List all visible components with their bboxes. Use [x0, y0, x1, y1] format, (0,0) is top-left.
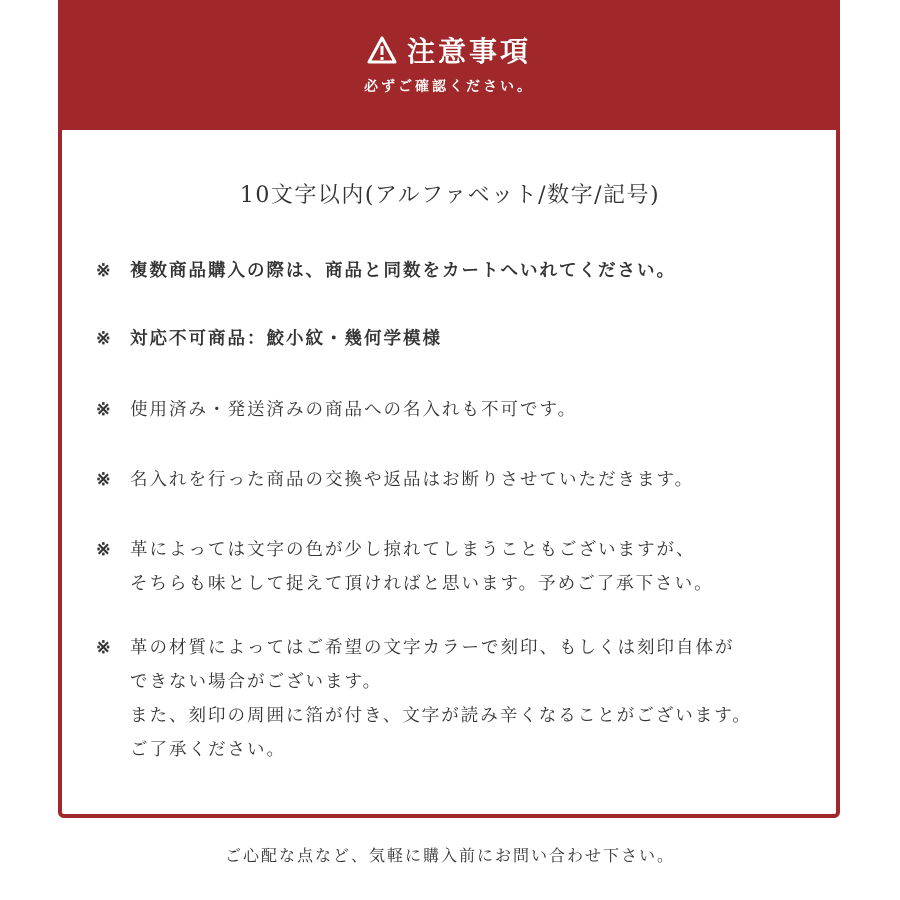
footer-contact-text: ご心配な点など、気軽に購入前にお問い合わせ下さい。 [224, 846, 675, 865]
note-mark: ※ [96, 638, 113, 658]
note-line: 使用済み・発送済みの商品への名入れも不可です。 [130, 400, 578, 420]
note-line: 対応不可商品：鮫小紋・幾何学模様 [130, 329, 442, 349]
note-line: 複数商品購入の際は、商品と同数をカートへいれてください。 [130, 261, 676, 281]
warning-icon [367, 36, 397, 64]
header-title: 注意事項 [406, 35, 531, 68]
note-used-products [96, 393, 826, 427]
note-mark: ※ [96, 540, 113, 560]
note-line: また、刻印の周囲に箔が付き、文字が読み辛くなることがございます。 [130, 706, 752, 726]
note-line: 革によっては文字の色が少し掠れてしまうこともございますが、 [130, 540, 696, 560]
note-line: 革の材質によってはご希望の文字カラーで刻印、もしくは刻印自体が [130, 638, 735, 658]
note-unsupported-products [96, 322, 826, 356]
note-mark: ※ [96, 261, 113, 281]
note-color-fading [96, 533, 826, 601]
note-mark: ※ [96, 329, 113, 349]
notice-header [58, 0, 840, 130]
note-line: できない場合がございます。 [130, 672, 383, 692]
note-multiple-purchase [96, 254, 826, 288]
note-line: ご了承ください。 [130, 740, 286, 760]
character-limit-text: 10文字以内(アルファベット/数字/記号) [239, 183, 661, 208]
note-mark: ※ [96, 470, 113, 490]
header-subtitle: 必ずご確認ください。 [364, 79, 534, 95]
note-leather-material [96, 631, 826, 767]
note-mark: ※ [96, 400, 113, 420]
note-line: 名入れを行った商品の交換や返品はお断りさせていただきます。 [130, 470, 695, 490]
note-line: そちらも味として捉えて頂ければと思います。予めご了承下さい。 [130, 574, 714, 594]
header-title-row [58, 30, 840, 70]
note-no-returns [96, 463, 826, 497]
